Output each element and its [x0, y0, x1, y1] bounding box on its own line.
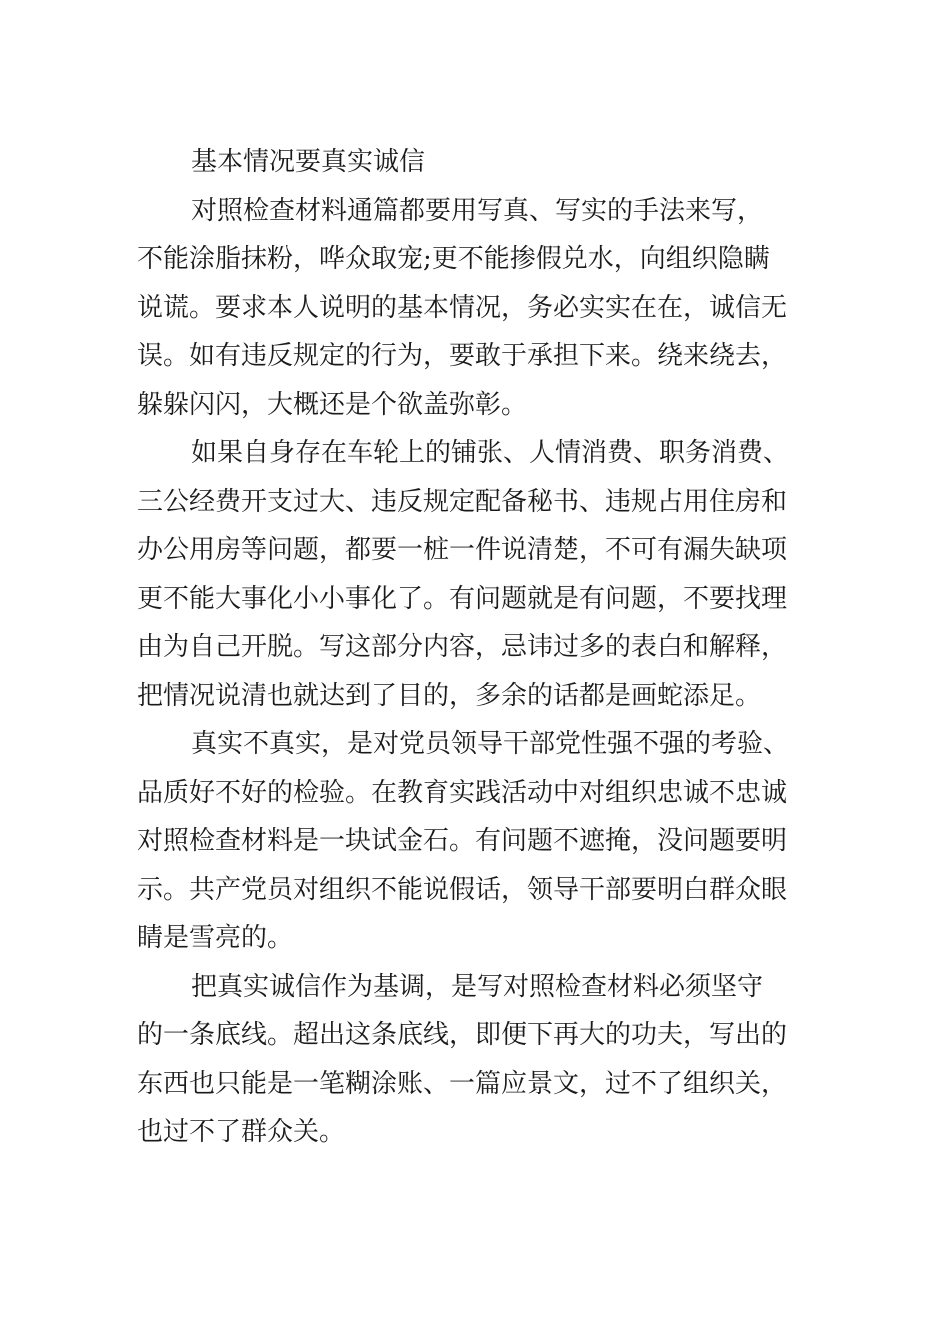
- paragraph-line: 真实不真实，是对党员领导干部党性强不强的考验、: [191, 729, 790, 759]
- paragraph-2: [137, 429, 827, 720]
- paragraph-line: 说谎。要求本人说明的基本情况，务必实实在在，诚信无: [137, 292, 788, 323]
- paragraph-line: 示。共产党员对组织不能说假话，领导干部要明白群众眼: [137, 874, 788, 905]
- paragraph-line: 对照检查材料是一块试金石。有问题不遮掩，没问题要明: [137, 826, 788, 856]
- paragraph-line: 如果自身存在车轮上的铺张、人情消费、职务消费、: [191, 438, 790, 468]
- paragraph-line: 把真实诚信作为基调，是写对照检查材料必须坚守: [191, 971, 764, 1002]
- paragraph-line: 办公用房等问题，都要一桩一件说清楚，不可有漏失缺项: [137, 535, 788, 565]
- paragraph-line: 把情况说清也就达到了目的，多余的话都是画蛇添足。: [137, 680, 762, 711]
- paragraph-3: [137, 720, 827, 963]
- paragraph-line: 对照检查材料通篇都要用写真、写实的手法来写，: [191, 195, 764, 226]
- document-body: [137, 138, 827, 1157]
- paragraph-line: 由为自己开脱。写这部分内容，忌讳过多的表白和解释，: [137, 632, 788, 662]
- paragraph-line: 更不能大事化小小事化了。有问题就是有问题，不要找理: [137, 583, 788, 614]
- paragraph-line: 三公经费开支过大、违反规定配备秘书、违规占用住房和: [137, 486, 788, 517]
- paragraph-line: 东西也只能是一笔糊涂账、一篇应景文，过不了组织关，: [137, 1068, 788, 1099]
- paragraph-4: [137, 963, 827, 1157]
- paragraph-line: 误。如有违反规定的行为，要敢于承担下来。绕来绕去，: [137, 341, 788, 371]
- paragraph-line: 品质好不好的检验。在教育实践活动中对组织忠诚不忠诚: [137, 777, 788, 808]
- paragraph-line: 睛是雪亮的。: [137, 923, 294, 953]
- paragraph-line: 的一条底线。超出这条底线，即便下再大的功夫，写出的: [137, 1020, 788, 1050]
- paragraph-line: 躲躲闪闪，大概还是个欲盖弥彰。: [137, 389, 528, 420]
- section-heading: 基本情况要真实诚信: [191, 147, 426, 177]
- paragraph-line: 也过不了群众关。: [137, 1117, 346, 1147]
- paragraph-line: 不能涂脂抹粉，哗众取宠;更不能掺假兑水，向组织隐瞒: [137, 244, 770, 274]
- paragraph-1: [137, 187, 827, 430]
